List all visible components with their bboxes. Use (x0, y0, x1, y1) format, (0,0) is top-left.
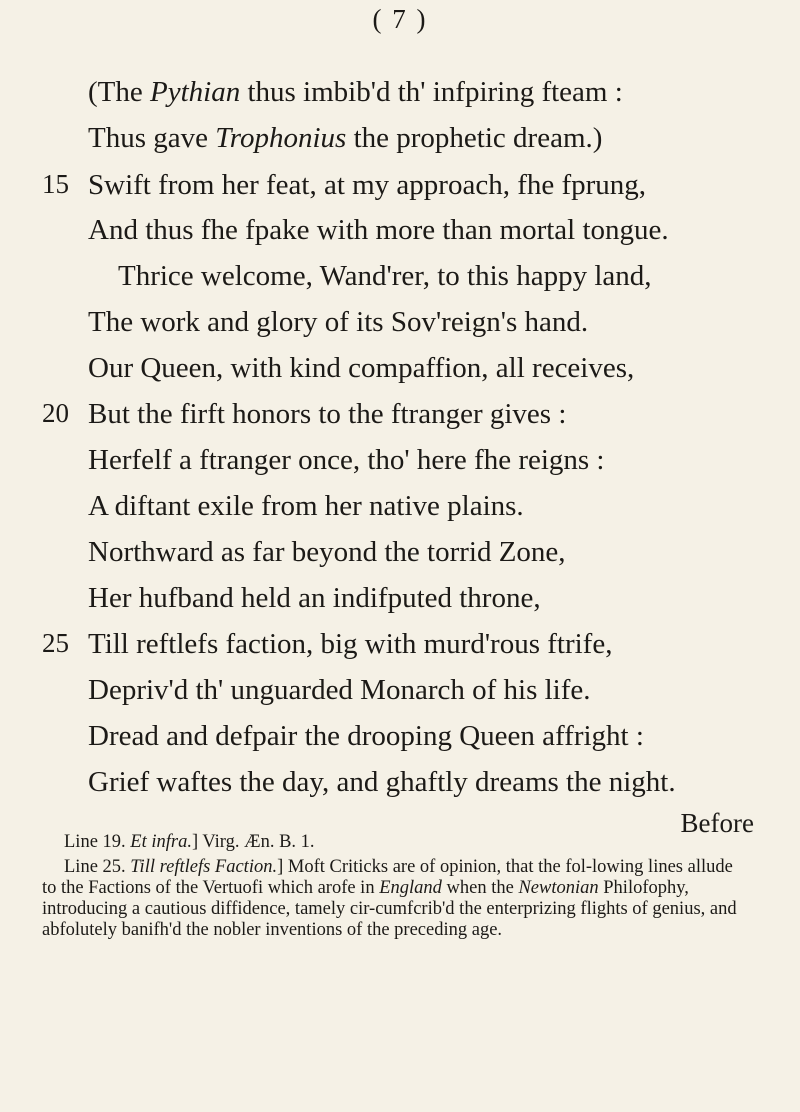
footnotes (42, 832, 742, 945)
verse-text: A diftant exile from her native plains. (88, 490, 524, 522)
footnote: Line 25. Till reftlefs Faction.] Moft Criticks are of opinion, that the fol-lowing lines allude to the Factions of the Vertuofi which arofe in England when the Newtonian Philofophy, introducing a cautious diffidence, tamely cir-cumfcrib'd the enterprizing flights of genius, and abfolutely banifh'd the nobler inventions of the preceding age. (42, 857, 737, 940)
line-number: 15 (42, 169, 69, 199)
verse-text: Till reftlefs faction, big with murd'rous ftrife, (88, 628, 613, 660)
verse-text: Depriv'd th' unguarded Monarch of his life. (88, 674, 591, 706)
verse-text: Her hufband held an indifputed throne, (88, 582, 541, 614)
verse-text: Dread and defpair the drooping Queen affright : (88, 720, 644, 752)
line-number: 20 (42, 398, 69, 428)
verse-text: Thrice welcome, Wand'rer, to this happy land, (118, 260, 652, 292)
line-number: 25 (42, 628, 69, 658)
verse-text: Swift from her feat, at my approach, fhe fprung, (88, 169, 647, 201)
verse-text: Our Queen, with kind compaffion, all receives, (88, 352, 635, 384)
page-number: ( 7 ) (372, 4, 428, 34)
verse-text: Northward as far beyond the torrid Zone, (88, 536, 566, 568)
verse-text: (The Pythian thus imbib'd th' infpiring fteam : (88, 76, 623, 108)
verse-text: Herfelf a ftranger once, tho' here fhe reigns : (88, 444, 605, 476)
verse-text: Grief waftes the day, and ghaftly dreams the night. (88, 766, 676, 798)
verse-text: Thus gave Trophonius the prophetic dream.) (88, 122, 603, 154)
verse-text: And thus fhe fpake with more than mortal tongue. (88, 214, 669, 246)
verse-text: The work and glory of its Sov'reign's hand. (88, 306, 589, 338)
verse-text: But the firft honors to the ftranger gives : (88, 398, 567, 430)
catchword: Before (680, 808, 754, 838)
footnote: Line 19. Et infra.] Virg. Æn. B. 1. (64, 832, 315, 852)
